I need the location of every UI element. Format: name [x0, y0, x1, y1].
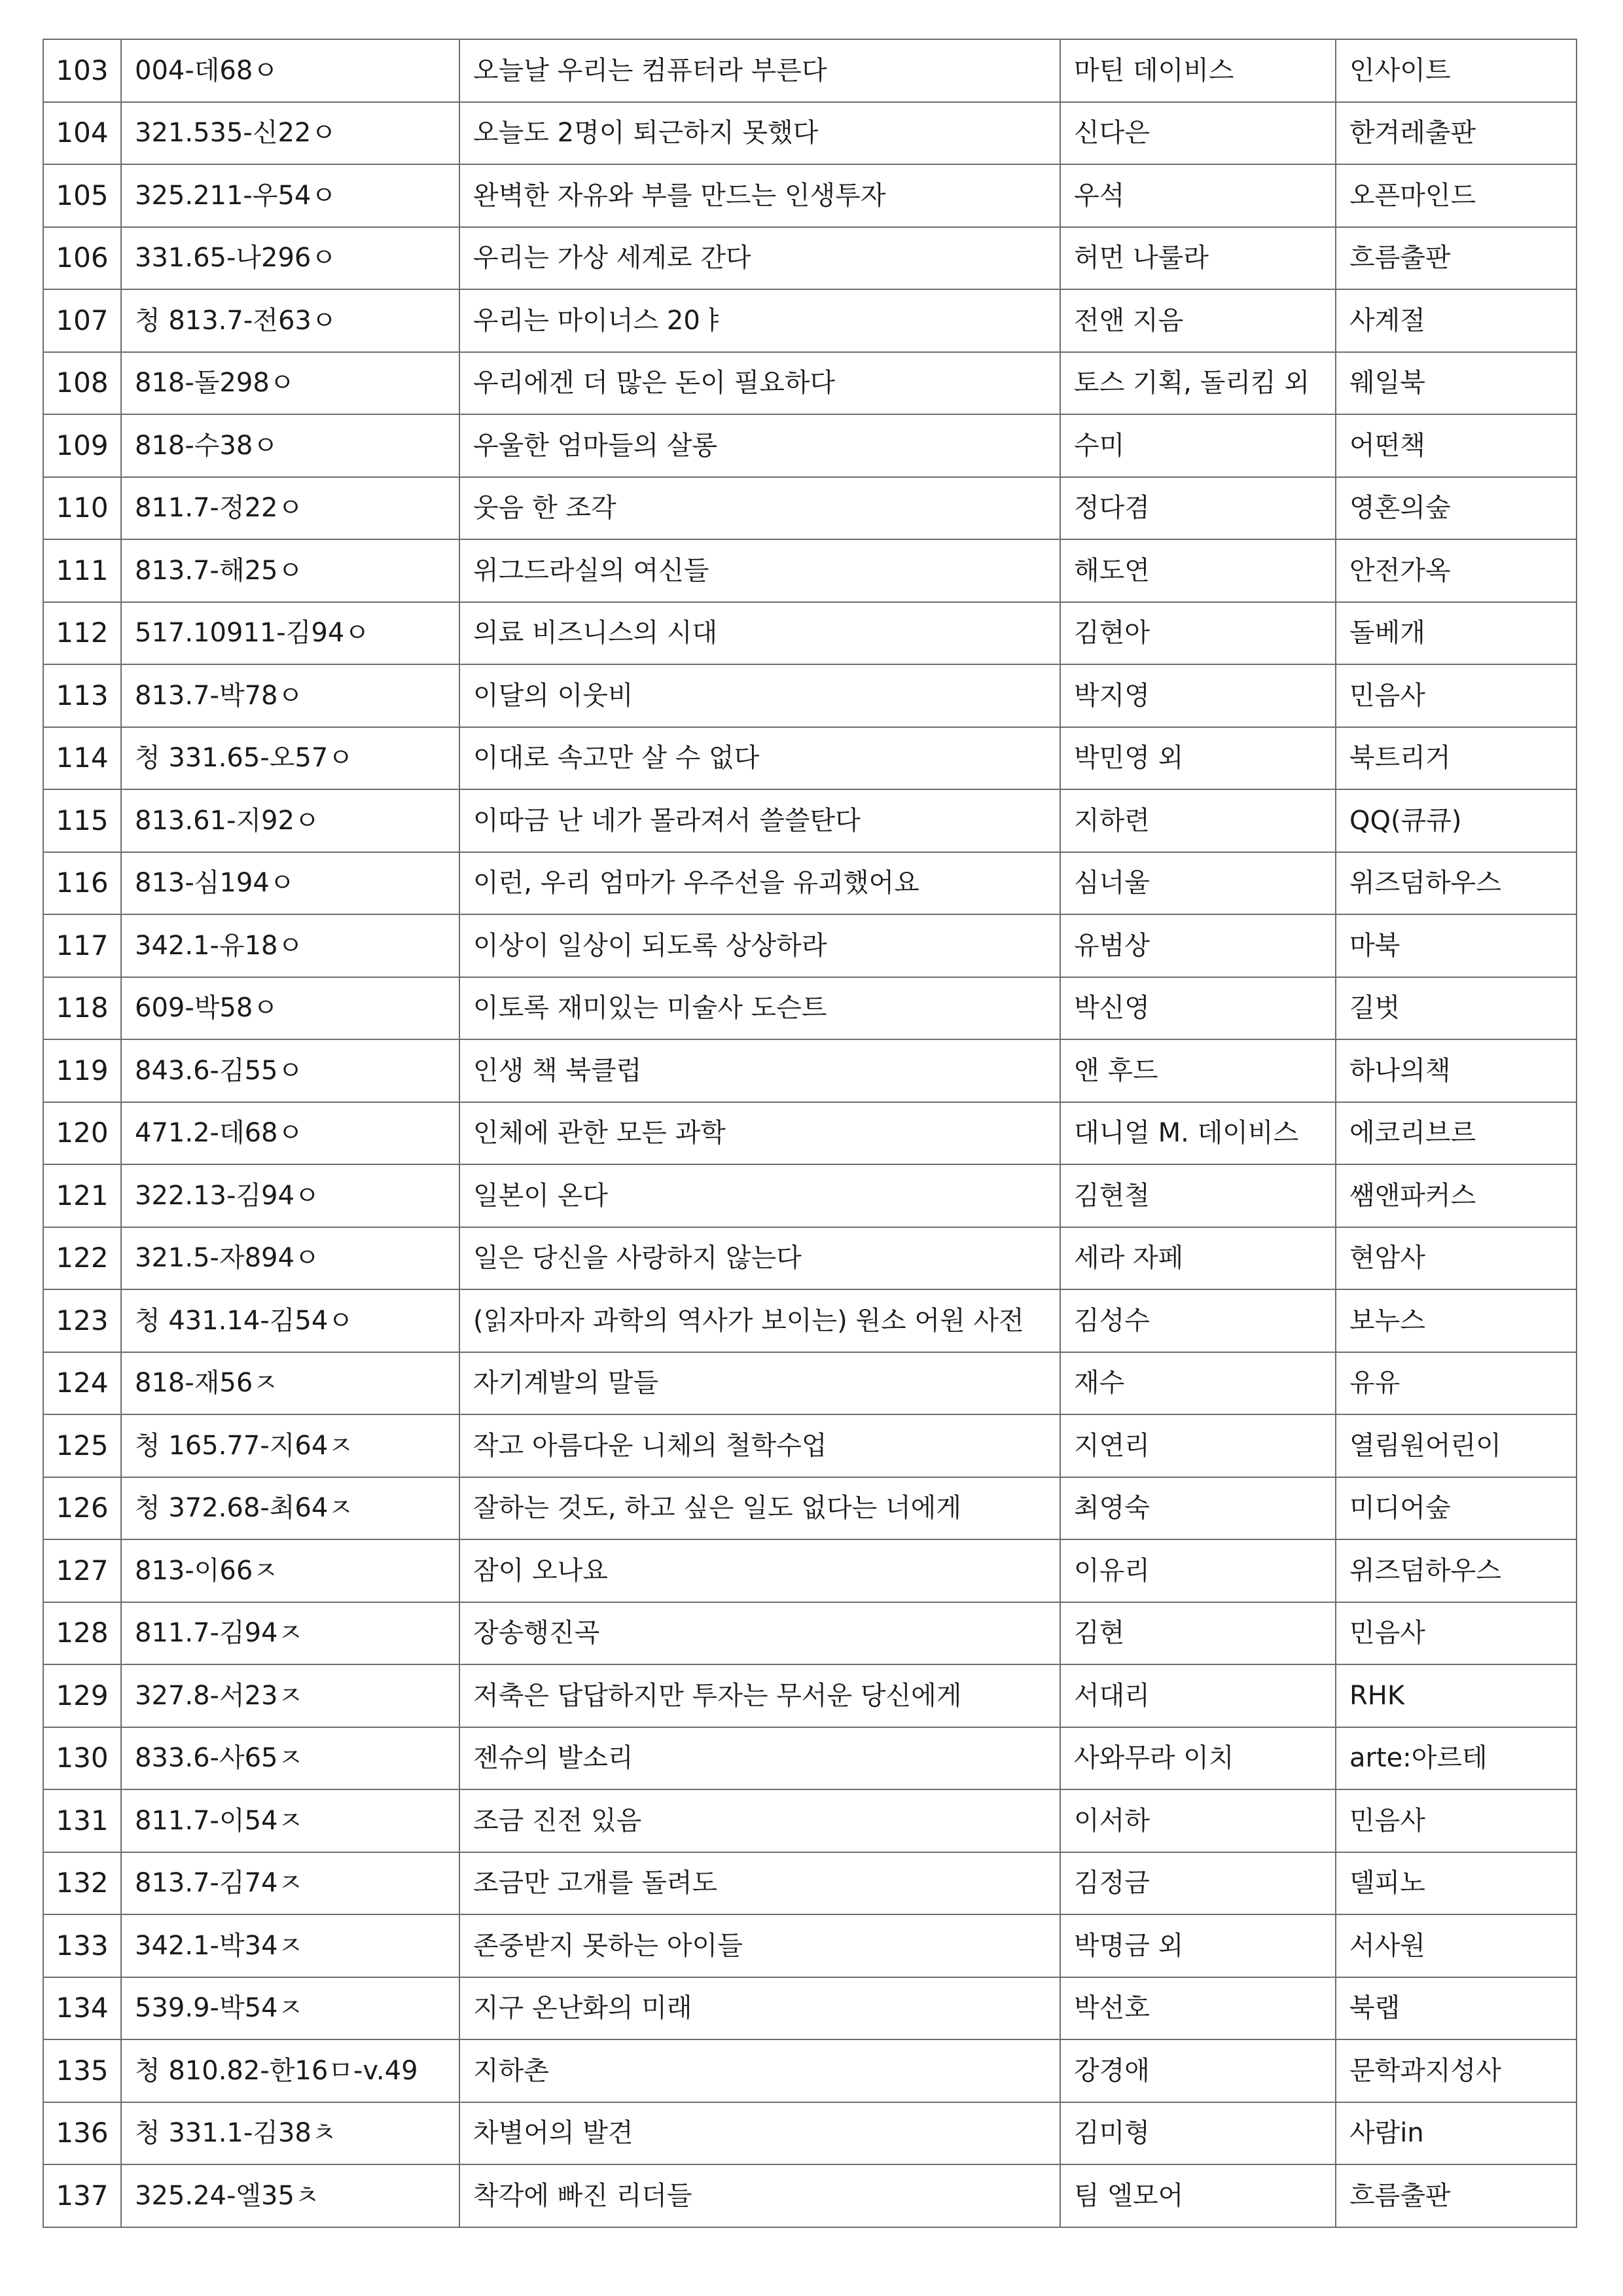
book-publisher: 열림원어린이 [1336, 1414, 1577, 1477]
call-number: 342.1-박34ㅈ [121, 1914, 459, 1977]
book-title: 우리는 가상 세계로 간다 [459, 227, 1060, 290]
book-title: 인체에 관한 모든 과학 [459, 1102, 1060, 1165]
row-number: 132 [43, 1852, 121, 1915]
book-publisher: 흐름출판 [1336, 2164, 1577, 2227]
book-title: 이따금 난 네가 몰라져서 쓸쓸탄다 [459, 789, 1060, 852]
book-title: 오늘도 2명이 퇴근하지 못했다 [459, 102, 1060, 165]
book-author: 강경애 [1060, 2039, 1336, 2102]
row-number: 133 [43, 1914, 121, 1977]
table-row [43, 852, 1577, 915]
row-number: 135 [43, 2039, 121, 2102]
row-number: 108 [43, 352, 121, 415]
book-author: 박선호 [1060, 1977, 1336, 2040]
book-title: 이토록 재미있는 미술사 도슨트 [459, 977, 1060, 1040]
call-number: 471.2-데68ㅇ [121, 1102, 459, 1165]
table-row [43, 1789, 1577, 1852]
row-number: 124 [43, 1352, 121, 1415]
book-author: 박민영 외 [1060, 727, 1336, 790]
table-row [43, 727, 1577, 790]
book-publisher: 쌤앤파커스 [1336, 1164, 1577, 1227]
book-title: 잘하는 것도, 하고 싶은 일도 없다는 너에게 [459, 1477, 1060, 1540]
call-number: 청 331.1-김38ㅊ [121, 2102, 459, 2165]
table-row [43, 352, 1577, 415]
row-number: 121 [43, 1164, 121, 1227]
book-publisher: 웨일북 [1336, 352, 1577, 415]
table-row [43, 2039, 1577, 2102]
row-number: 122 [43, 1227, 121, 1290]
table-row [43, 789, 1577, 852]
table-row [43, 977, 1577, 1040]
book-title: 지하촌 [459, 2039, 1060, 2102]
row-number: 123 [43, 1289, 121, 1352]
row-number: 134 [43, 1977, 121, 2040]
book-title: 장송행진곡 [459, 1602, 1060, 1665]
call-number: 325.211-우54ㅇ [121, 164, 459, 227]
call-number: 811.7-김94ㅈ [121, 1602, 459, 1665]
call-number: 청 431.14-김54ㅇ [121, 1289, 459, 1352]
table-row [43, 227, 1577, 290]
book-title: 저축은 답답하지만 투자는 무서운 당신에게 [459, 1664, 1060, 1727]
book-title: 자기계발의 말들 [459, 1352, 1060, 1415]
book-author: 유범상 [1060, 914, 1336, 977]
row-number: 131 [43, 1789, 121, 1852]
call-number: 539.9-박54ㅈ [121, 1977, 459, 2040]
table-row [43, 1102, 1577, 1165]
book-author: 박지영 [1060, 664, 1336, 727]
book-publisher: 영혼의숲 [1336, 477, 1577, 540]
call-number: 813.61-지92ㅇ [121, 789, 459, 852]
book-title: 우울한 엄마들의 살롱 [459, 414, 1060, 477]
table-row [43, 1727, 1577, 1790]
row-number: 113 [43, 664, 121, 727]
book-author: 김현아 [1060, 602, 1336, 665]
book-publisher: 문학과지성사 [1336, 2039, 1577, 2102]
table-row [43, 602, 1577, 665]
table-row [43, 39, 1577, 102]
table-row [43, 2102, 1577, 2165]
call-number: 321.535-신22ㅇ [121, 102, 459, 165]
book-title: 존중받지 못하는 아이들 [459, 1914, 1060, 1977]
book-author: 토스 기획, 돌리킴 외 [1060, 352, 1336, 415]
book-publisher: 북랩 [1336, 1977, 1577, 2040]
call-number: 818-재56ㅈ [121, 1352, 459, 1415]
book-author: 수미 [1060, 414, 1336, 477]
book-publisher: 돌베개 [1336, 602, 1577, 665]
table-row [43, 1414, 1577, 1477]
call-number: 833.6-사65ㅈ [121, 1727, 459, 1790]
call-number: 811.7-정22ㅇ [121, 477, 459, 540]
book-title: 차별어의 발견 [459, 2102, 1060, 2165]
book-title: 착각에 빠진 리더들 [459, 2164, 1060, 2227]
book-title: 웃음 한 조각 [459, 477, 1060, 540]
book-title: 조금 진전 있음 [459, 1789, 1060, 1852]
book-title: 이상이 일상이 되도록 상상하라 [459, 914, 1060, 977]
table-row [43, 1914, 1577, 1977]
table-row [43, 1039, 1577, 1102]
table-row [43, 1539, 1577, 1602]
book-publisher: 어떤책 [1336, 414, 1577, 477]
row-number: 107 [43, 289, 121, 352]
book-publisher: 민음사 [1336, 664, 1577, 727]
book-title: 잠이 오나요 [459, 1539, 1060, 1602]
table-row [43, 289, 1577, 352]
row-number: 127 [43, 1539, 121, 1602]
book-publisher: 위즈덤하우스 [1336, 1539, 1577, 1602]
call-number: 818-돌298ㅇ [121, 352, 459, 415]
row-number: 106 [43, 227, 121, 290]
book-author: 김정금 [1060, 1852, 1336, 1915]
row-number: 120 [43, 1102, 121, 1165]
book-publisher: RHK [1336, 1664, 1577, 1727]
call-number: 청 165.77-지64ㅈ [121, 1414, 459, 1477]
row-number: 130 [43, 1727, 121, 1790]
book-publisher: 현암사 [1336, 1227, 1577, 1290]
table-row [43, 1227, 1577, 1290]
table-row [43, 1602, 1577, 1665]
book-publisher: 안전가옥 [1336, 539, 1577, 602]
call-number: 321.5-자894ㅇ [121, 1227, 459, 1290]
row-number: 114 [43, 727, 121, 790]
book-publisher: 인사이트 [1336, 39, 1577, 102]
book-author: 신다은 [1060, 102, 1336, 165]
book-publisher: 민음사 [1336, 1789, 1577, 1852]
book-title: 의료 비즈니스의 시대 [459, 602, 1060, 665]
call-number: 342.1-유18ㅇ [121, 914, 459, 977]
book-publisher: 오픈마인드 [1336, 164, 1577, 227]
row-number: 136 [43, 2102, 121, 2165]
book-author: 이서하 [1060, 1789, 1336, 1852]
row-number: 126 [43, 1477, 121, 1540]
call-number: 325.24-엘35ㅊ [121, 2164, 459, 2227]
row-number: 111 [43, 539, 121, 602]
call-number: 843.6-김55ㅇ [121, 1039, 459, 1102]
book-title: 작고 아름다운 니체의 철학수업 [459, 1414, 1060, 1477]
call-number: 811.7-이54ㅈ [121, 1789, 459, 1852]
table-row [43, 164, 1577, 227]
row-number: 117 [43, 914, 121, 977]
book-list-body [43, 39, 1577, 2227]
table-row [43, 1852, 1577, 1915]
table-row [43, 1352, 1577, 1415]
book-publisher: 북트리거 [1336, 727, 1577, 790]
call-number: 331.65-나296ㅇ [121, 227, 459, 290]
call-number: 322.13-김94ㅇ [121, 1164, 459, 1227]
table-row [43, 2164, 1577, 2227]
row-number: 125 [43, 1414, 121, 1477]
row-number: 105 [43, 164, 121, 227]
table-row [43, 477, 1577, 540]
book-author: 김성수 [1060, 1289, 1336, 1352]
row-number: 109 [43, 414, 121, 477]
row-number: 116 [43, 852, 121, 915]
book-author: 허먼 나룰라 [1060, 227, 1336, 290]
book-author: 세라 자페 [1060, 1227, 1336, 1290]
book-author: 심너울 [1060, 852, 1336, 915]
book-author: 지하련 [1060, 789, 1336, 852]
book-author: 사와무라 이치 [1060, 1727, 1336, 1790]
row-number: 110 [43, 477, 121, 540]
row-number: 103 [43, 39, 121, 102]
book-title: 이런, 우리 엄마가 우주선을 유괴했어요 [459, 852, 1060, 915]
book-list-table [43, 39, 1577, 2228]
book-title: 일본이 온다 [459, 1164, 1060, 1227]
table-row [43, 102, 1577, 165]
book-author: 최영숙 [1060, 1477, 1336, 1540]
row-number: 137 [43, 2164, 121, 2227]
book-publisher: 한겨레출판 [1336, 102, 1577, 165]
book-author: 김미형 [1060, 2102, 1336, 2165]
book-title: 이달의 이웃비 [459, 664, 1060, 727]
row-number: 119 [43, 1039, 121, 1102]
book-title: 오늘날 우리는 컴퓨터라 부른다 [459, 39, 1060, 102]
book-publisher: 보누스 [1336, 1289, 1577, 1352]
book-publisher: 민음사 [1336, 1602, 1577, 1665]
call-number: 004-데68ㅇ [121, 39, 459, 102]
call-number: 813.7-해25ㅇ [121, 539, 459, 602]
book-publisher: 사계절 [1336, 289, 1577, 352]
table-row [43, 914, 1577, 977]
table-row [43, 1164, 1577, 1227]
book-title: 젠슈의 발소리 [459, 1727, 1060, 1790]
book-author: 앤 후드 [1060, 1039, 1336, 1102]
row-number: 129 [43, 1664, 121, 1727]
book-author: 박명금 외 [1060, 1914, 1336, 1977]
book-publisher: 서사원 [1336, 1914, 1577, 1977]
book-title: (읽자마자 과학의 역사가 보이는) 원소 어원 사전 [459, 1289, 1060, 1352]
book-author: 정다겸 [1060, 477, 1336, 540]
book-publisher: 하나의책 [1336, 1039, 1577, 1102]
book-publisher: arte:아르테 [1336, 1727, 1577, 1790]
book-title: 우리는 마이너스 20ㅑ [459, 289, 1060, 352]
call-number: 517.10911-김94ㅇ [121, 602, 459, 665]
book-title: 조금만 고개를 돌려도 [459, 1852, 1060, 1915]
table-row [43, 414, 1577, 477]
table-row [43, 1977, 1577, 2040]
book-publisher: 에코리브르 [1336, 1102, 1577, 1165]
call-number: 327.8-서23ㅈ [121, 1664, 459, 1727]
row-number: 112 [43, 602, 121, 665]
book-publisher: 유유 [1336, 1352, 1577, 1415]
table-row [43, 539, 1577, 602]
book-author: 대니얼 M. 데이비스 [1060, 1102, 1336, 1165]
book-publisher: 흐름출판 [1336, 227, 1577, 290]
call-number: 609-박58ㅇ [121, 977, 459, 1040]
book-author: 김현철 [1060, 1164, 1336, 1227]
book-author: 박신영 [1060, 977, 1336, 1040]
book-publisher: 마북 [1336, 914, 1577, 977]
table-row [43, 1289, 1577, 1352]
row-number: 104 [43, 102, 121, 165]
book-publisher: 미디어숲 [1336, 1477, 1577, 1540]
book-title: 위그드라실의 여신들 [459, 539, 1060, 602]
call-number: 청 372.68-최64ㅈ [121, 1477, 459, 1540]
book-title: 이대로 속고만 살 수 없다 [459, 727, 1060, 790]
book-author: 지연리 [1060, 1414, 1336, 1477]
book-author: 전앤 지음 [1060, 289, 1336, 352]
call-number: 813.7-박78ㅇ [121, 664, 459, 727]
book-publisher: 델피노 [1336, 1852, 1577, 1915]
row-number: 118 [43, 977, 121, 1040]
row-number: 128 [43, 1602, 121, 1665]
book-author: 이유리 [1060, 1539, 1336, 1602]
book-publisher: 사람in [1336, 2102, 1577, 2165]
book-title: 완벽한 자유와 부를 만드는 인생투자 [459, 164, 1060, 227]
call-number: 813.7-김74ㅈ [121, 1852, 459, 1915]
book-author: 김현 [1060, 1602, 1336, 1665]
book-title: 지구 온난화의 미래 [459, 1977, 1060, 2040]
call-number: 청 331.65-오57ㅇ [121, 727, 459, 790]
table-row [43, 664, 1577, 727]
book-author: 해도연 [1060, 539, 1336, 602]
book-publisher: 위즈덤하우스 [1336, 852, 1577, 915]
book-author: 팀 엘모어 [1060, 2164, 1336, 2227]
table-row [43, 1477, 1577, 1540]
book-title: 우리에겐 더 많은 돈이 필요하다 [459, 352, 1060, 415]
call-number: 813-이66ㅈ [121, 1539, 459, 1602]
call-number: 청 813.7-전63ㅇ [121, 289, 459, 352]
book-author: 재수 [1060, 1352, 1336, 1415]
book-title: 인생 책 북클럽 [459, 1039, 1060, 1102]
book-author: 마틴 데이비스 [1060, 39, 1336, 102]
book-author: 우석 [1060, 164, 1336, 227]
call-number: 818-수38ㅇ [121, 414, 459, 477]
book-title: 일은 당신을 사랑하지 않는다 [459, 1227, 1060, 1290]
row-number: 115 [43, 789, 121, 852]
book-author: 서대리 [1060, 1664, 1336, 1727]
book-publisher: 길벗 [1336, 977, 1577, 1040]
table-row [43, 1664, 1577, 1727]
call-number: 청 810.82-한16ㅁ-v.49 [121, 2039, 459, 2102]
book-publisher: QQ(큐큐) [1336, 789, 1577, 852]
call-number: 813-심194ㅇ [121, 852, 459, 915]
